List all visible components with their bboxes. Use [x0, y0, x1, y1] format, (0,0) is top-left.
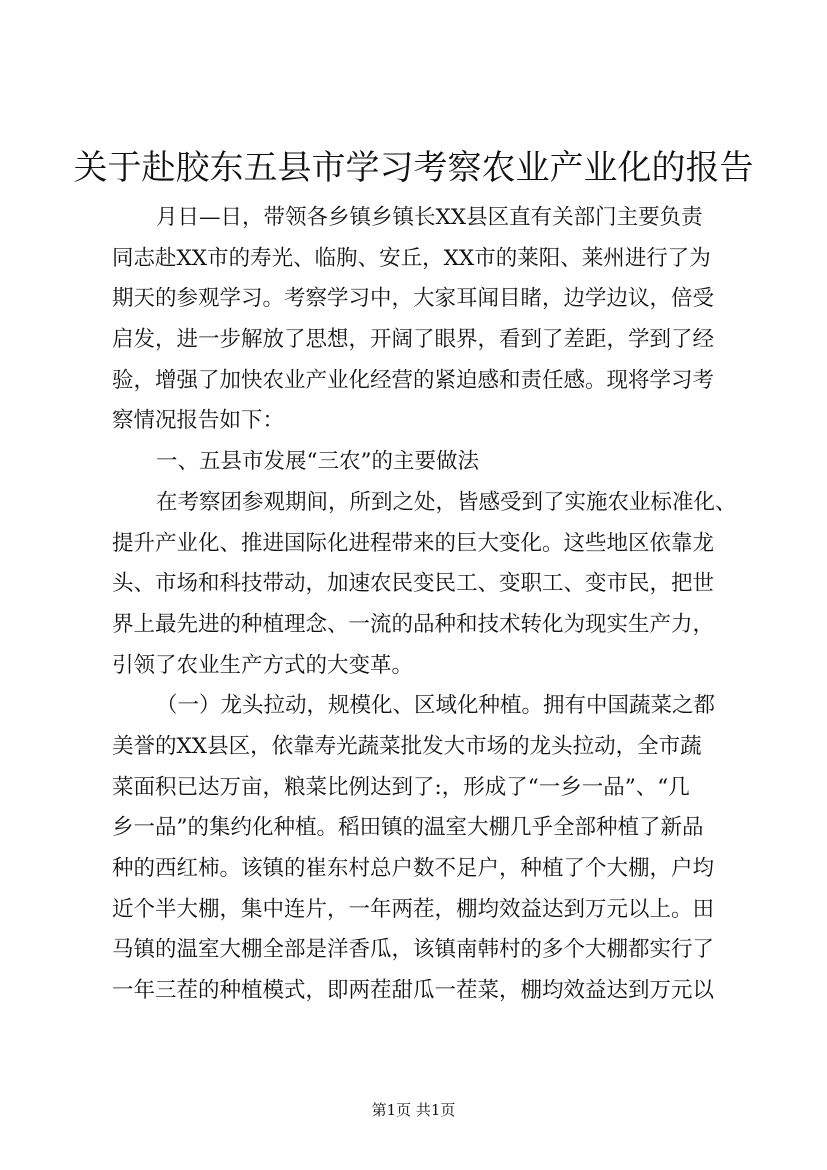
- paragraph-line: 种的西红柿。该镇的崔东村总户数不足户，种植了个大棚，户均: [112, 856, 715, 881]
- paragraph-line: 菜面积已达万亩，粮菜比例达到了:，形成了“一乡一品”、“几: [112, 774, 690, 800]
- paragraph-line: 马镇的温室大棚全部是洋香瓜，该镇南韩村的多个大棚都实行了: [112, 937, 715, 963]
- paragraph-line: 头、市场和科技带动，加速农民变民工、变职工、变市民，把世: [112, 571, 715, 597]
- paragraph-line: 乡一品”的集约化种植。稻田镇的温室大棚几乎全部种植了新品: [112, 815, 704, 841]
- section-heading: 一、五县市发展“三农”的主要做法: [156, 449, 479, 475]
- paragraph-line: 一年三茬的种植模式，即两茬甜瓜一茬菜，棚均效益达到万元以: [112, 978, 715, 1004]
- paragraph-line: 美誉的XX县区，依靠寿光蔬菜批发大市场的龙头拉动，全市蔬: [112, 733, 702, 759]
- paragraph-line: 验，增强了加快农业产业化经营的紧迫感和责任感。现将学习考: [112, 367, 715, 393]
- paragraph-line: 察情况报告如下：: [112, 408, 285, 434]
- document-body: [112, 198, 737, 1012]
- paragraph-line: 在考察团参观期间，所到之处，皆感受到了实施农业标准化、: [156, 489, 737, 515]
- paragraph-line: 启发，进一步解放了思想，开阔了眼界，看到了差距，学到了经: [112, 327, 715, 353]
- paragraph-line: （一）龙头拉动，规模化、区域化种植。拥有中国蔬菜之都: [156, 693, 716, 719]
- page-footer: 第1页 共1页: [371, 1101, 456, 1119]
- paragraph-line: 月日—日，带领各乡镇乡镇长XX县区直有关部门主要负责: [156, 205, 703, 230]
- paragraph-line: 期天的参观学习。考察学习中，大家耳闻目睹，边学边议，倍受: [112, 286, 715, 312]
- paragraph-line: 同志赴XX市的寿光、临朐、安丘，XX市的莱阳、莱州进行了为: [112, 245, 711, 271]
- paragraph-line: 近个半大棚，集中连片，一年两茬，棚均效益达到万元以上。田: [112, 896, 715, 922]
- paragraph-line: 界上最先进的种植理念、一流的品种和技术转化为现实生产力，: [112, 611, 715, 637]
- document-title: 关于赴胶东五县市学习考察农业产业化的报告: [73, 148, 754, 188]
- paragraph-line: 提升产业化、推进国际化进程带来的巨大变化。这些地区依靠龙: [112, 530, 715, 556]
- paragraph-line: 引领了农业生产方式的大变革。: [112, 652, 414, 678]
